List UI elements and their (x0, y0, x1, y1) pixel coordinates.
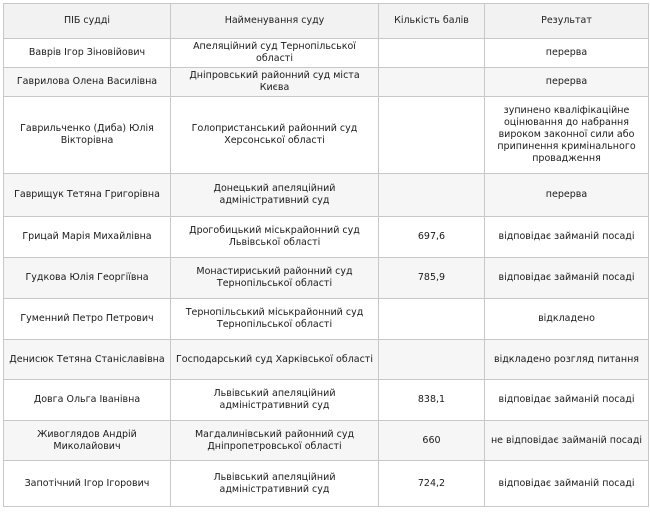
cell-score (379, 340, 485, 380)
table-row (4, 421, 649, 461)
cell-result: відповідає займаній посаді (485, 217, 649, 258)
cell-score: 785,9 (379, 258, 485, 299)
header-court: Найменування суду (171, 4, 379, 39)
cell-court: Апеляційний суд Тернопільської області (171, 39, 379, 68)
cell-name: Живоглядов Андрій Миколайович (4, 421, 171, 461)
cell-result: відповідає займаній посаді (485, 380, 649, 421)
cell-score (379, 68, 485, 97)
cell-score (379, 97, 485, 174)
cell-name: Гудкова Юлія Георгіївна (4, 258, 171, 299)
cell-name: Довга Ольга Іванівна (4, 380, 171, 421)
cell-result: не відповідає займаній посаді (485, 421, 649, 461)
cell-name: Гаврильченко (Диба) Юлія Вікторівна (4, 97, 171, 174)
header-result: Результат (485, 4, 649, 39)
table-row (4, 299, 649, 340)
judges-results-table (3, 3, 649, 507)
cell-court: Дрогобицький міськрайонний суд Львівської області (171, 217, 379, 258)
table-row (4, 461, 649, 507)
cell-score: 660 (379, 421, 485, 461)
cell-name: Грицай Марія Михайлівна (4, 217, 171, 258)
header-row (4, 4, 649, 39)
table-row (4, 39, 649, 68)
cell-name: Гаврищук Тетяна Григорівна (4, 174, 171, 217)
cell-result: перерва (485, 39, 649, 68)
cell-score: 697,6 (379, 217, 485, 258)
table-row (4, 258, 649, 299)
cell-name: Гаврилова Олена Василівна (4, 68, 171, 97)
cell-court: Львівський апеляційний адміністративний суд (171, 461, 379, 507)
table-row (4, 68, 649, 97)
cell-score: 724,2 (379, 461, 485, 507)
cell-court: Магдалинівський районний суд Дніпропетровської області (171, 421, 379, 461)
cell-score: 838,1 (379, 380, 485, 421)
cell-court: Голопристанський районний суд Херсонської області (171, 97, 379, 174)
table-row (4, 97, 649, 174)
cell-result: перерва (485, 174, 649, 217)
cell-court: Монастириський районний суд Тернопільської області (171, 258, 379, 299)
cell-name: Ваврів Ігор Зіновійович (4, 39, 171, 68)
cell-name: Денисюк Тетяна Станіславівна (4, 340, 171, 380)
cell-court: Дніпровський районний суд міста Києва (171, 68, 379, 97)
cell-court: Тернопільський міськрайонний суд Тернопільської області (171, 299, 379, 340)
cell-name: Запотічний Ігор Ігорович (4, 461, 171, 507)
cell-result: відкладено (485, 299, 649, 340)
header-name: ПІБ судді (4, 4, 171, 39)
header-score: Кількість балів (379, 4, 485, 39)
cell-score (379, 39, 485, 68)
cell-score (379, 299, 485, 340)
cell-result: відповідає займаній посаді (485, 461, 649, 507)
table-row (4, 174, 649, 217)
cell-result: зупинено кваліфікаційне оцінювання до набрання вироком законної сили або припинення кримінального провадження (485, 97, 649, 174)
cell-court: Донецький апеляційний адміністративний суд (171, 174, 379, 217)
table-row (4, 217, 649, 258)
cell-result: відкладено розгляд питання (485, 340, 649, 380)
cell-result: відповідає займаній посаді (485, 258, 649, 299)
cell-name: Гуменний Петро Петрович (4, 299, 171, 340)
cell-court: Львівський апеляційний адміністративний суд (171, 380, 379, 421)
table-row (4, 340, 649, 380)
cell-court: Господарський суд Харківської області (171, 340, 379, 380)
cell-result: перерва (485, 68, 649, 97)
cell-score (379, 174, 485, 217)
table-row (4, 380, 649, 421)
